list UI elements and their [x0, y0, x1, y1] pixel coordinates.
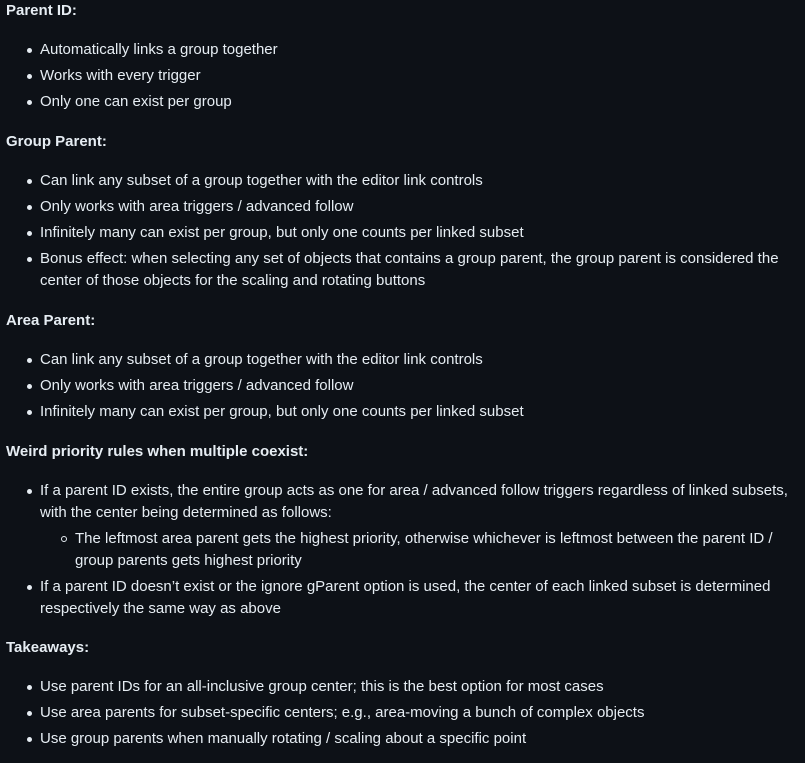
bullet-dot: [27, 257, 32, 262]
list-item: Bonus effect: when selecting any set of objects that contains a group parent, the group parent is considered the center of those objects for the scaling and rotating buttons: [6, 248, 805, 292]
list-item: Use group parents when manually rotating / scaling about a specific point: [6, 728, 805, 750]
list-item: Infinitely many can exist per group, but only one counts per linked subset: [6, 401, 805, 423]
list-item: Infinitely many can exist per group, but only one counts per linked subset: [6, 222, 805, 244]
section-title: Group Parent:: [6, 133, 107, 150]
bullet-dot: [27, 410, 32, 415]
list-item: Only works with area triggers / advanced follow: [6, 375, 805, 397]
bullet-list: [6, 676, 805, 754]
bullet-dot: [27, 205, 32, 210]
section-title: Takeaways:: [6, 639, 90, 656]
list-item: Only one can exist per group: [6, 91, 805, 113]
bullet-list: [6, 39, 805, 117]
section-title: Area Parent:: [6, 312, 96, 329]
bullet-dot: [27, 358, 32, 363]
list-item: Automatically links a group together: [6, 39, 805, 61]
bullet-dot: [27, 489, 32, 494]
list-item: Can link any subset of a group together with the editor link controls: [6, 349, 805, 371]
bullet-dot: [27, 711, 32, 716]
bullet-dot: [27, 384, 32, 389]
bullet-dot: [27, 685, 32, 690]
sub-bullet-list: [40, 528, 797, 572]
sub-bullet-circle: [61, 536, 67, 542]
list-item: If a parent ID doesn’t exist or the ignore gParent option is used, the center of each linked subset is determined respectively the same way as above: [6, 576, 805, 620]
bullet-dot: [27, 179, 32, 184]
list-item: Works with every trigger: [6, 65, 805, 87]
bullet-dot: [27, 74, 32, 79]
list-item: Only works with area triggers / advanced follow: [6, 196, 805, 218]
bullet-list: [6, 170, 805, 296]
bullet-dot: [27, 100, 32, 105]
section-title: Parent ID:: [6, 2, 77, 19]
bullet-dot: [27, 231, 32, 236]
bullet-list: [6, 349, 805, 427]
bullet-list: [6, 480, 805, 624]
list-item: If a parent ID exists, the entire group acts as one for area / advanced follow triggers regardless of linked subsets, with the center being determined as follows: The leftmost area parent gets the highest priority, otherwise whichever is leftmost between the parent ID / group parents gets highest priority: [6, 480, 805, 572]
list-item: Use area parents for subset-specific centers; e.g., area-moving a bunch of complex objects: [6, 702, 805, 724]
section-title: Weird priority rules when multiple coexist:: [6, 443, 309, 460]
list-item: Use parent IDs for an all-inclusive group center; this is the best option for most cases: [6, 676, 805, 698]
bullet-dot: [27, 737, 32, 742]
list-item: Can link any subset of a group together with the editor link controls: [6, 170, 805, 192]
sub-list-item: The leftmost area parent gets the highest priority, otherwise whichever is leftmost between the parent ID / group parents gets highest priority: [40, 528, 797, 572]
bullet-dot: [27, 48, 32, 53]
bullet-dot: [27, 585, 32, 590]
